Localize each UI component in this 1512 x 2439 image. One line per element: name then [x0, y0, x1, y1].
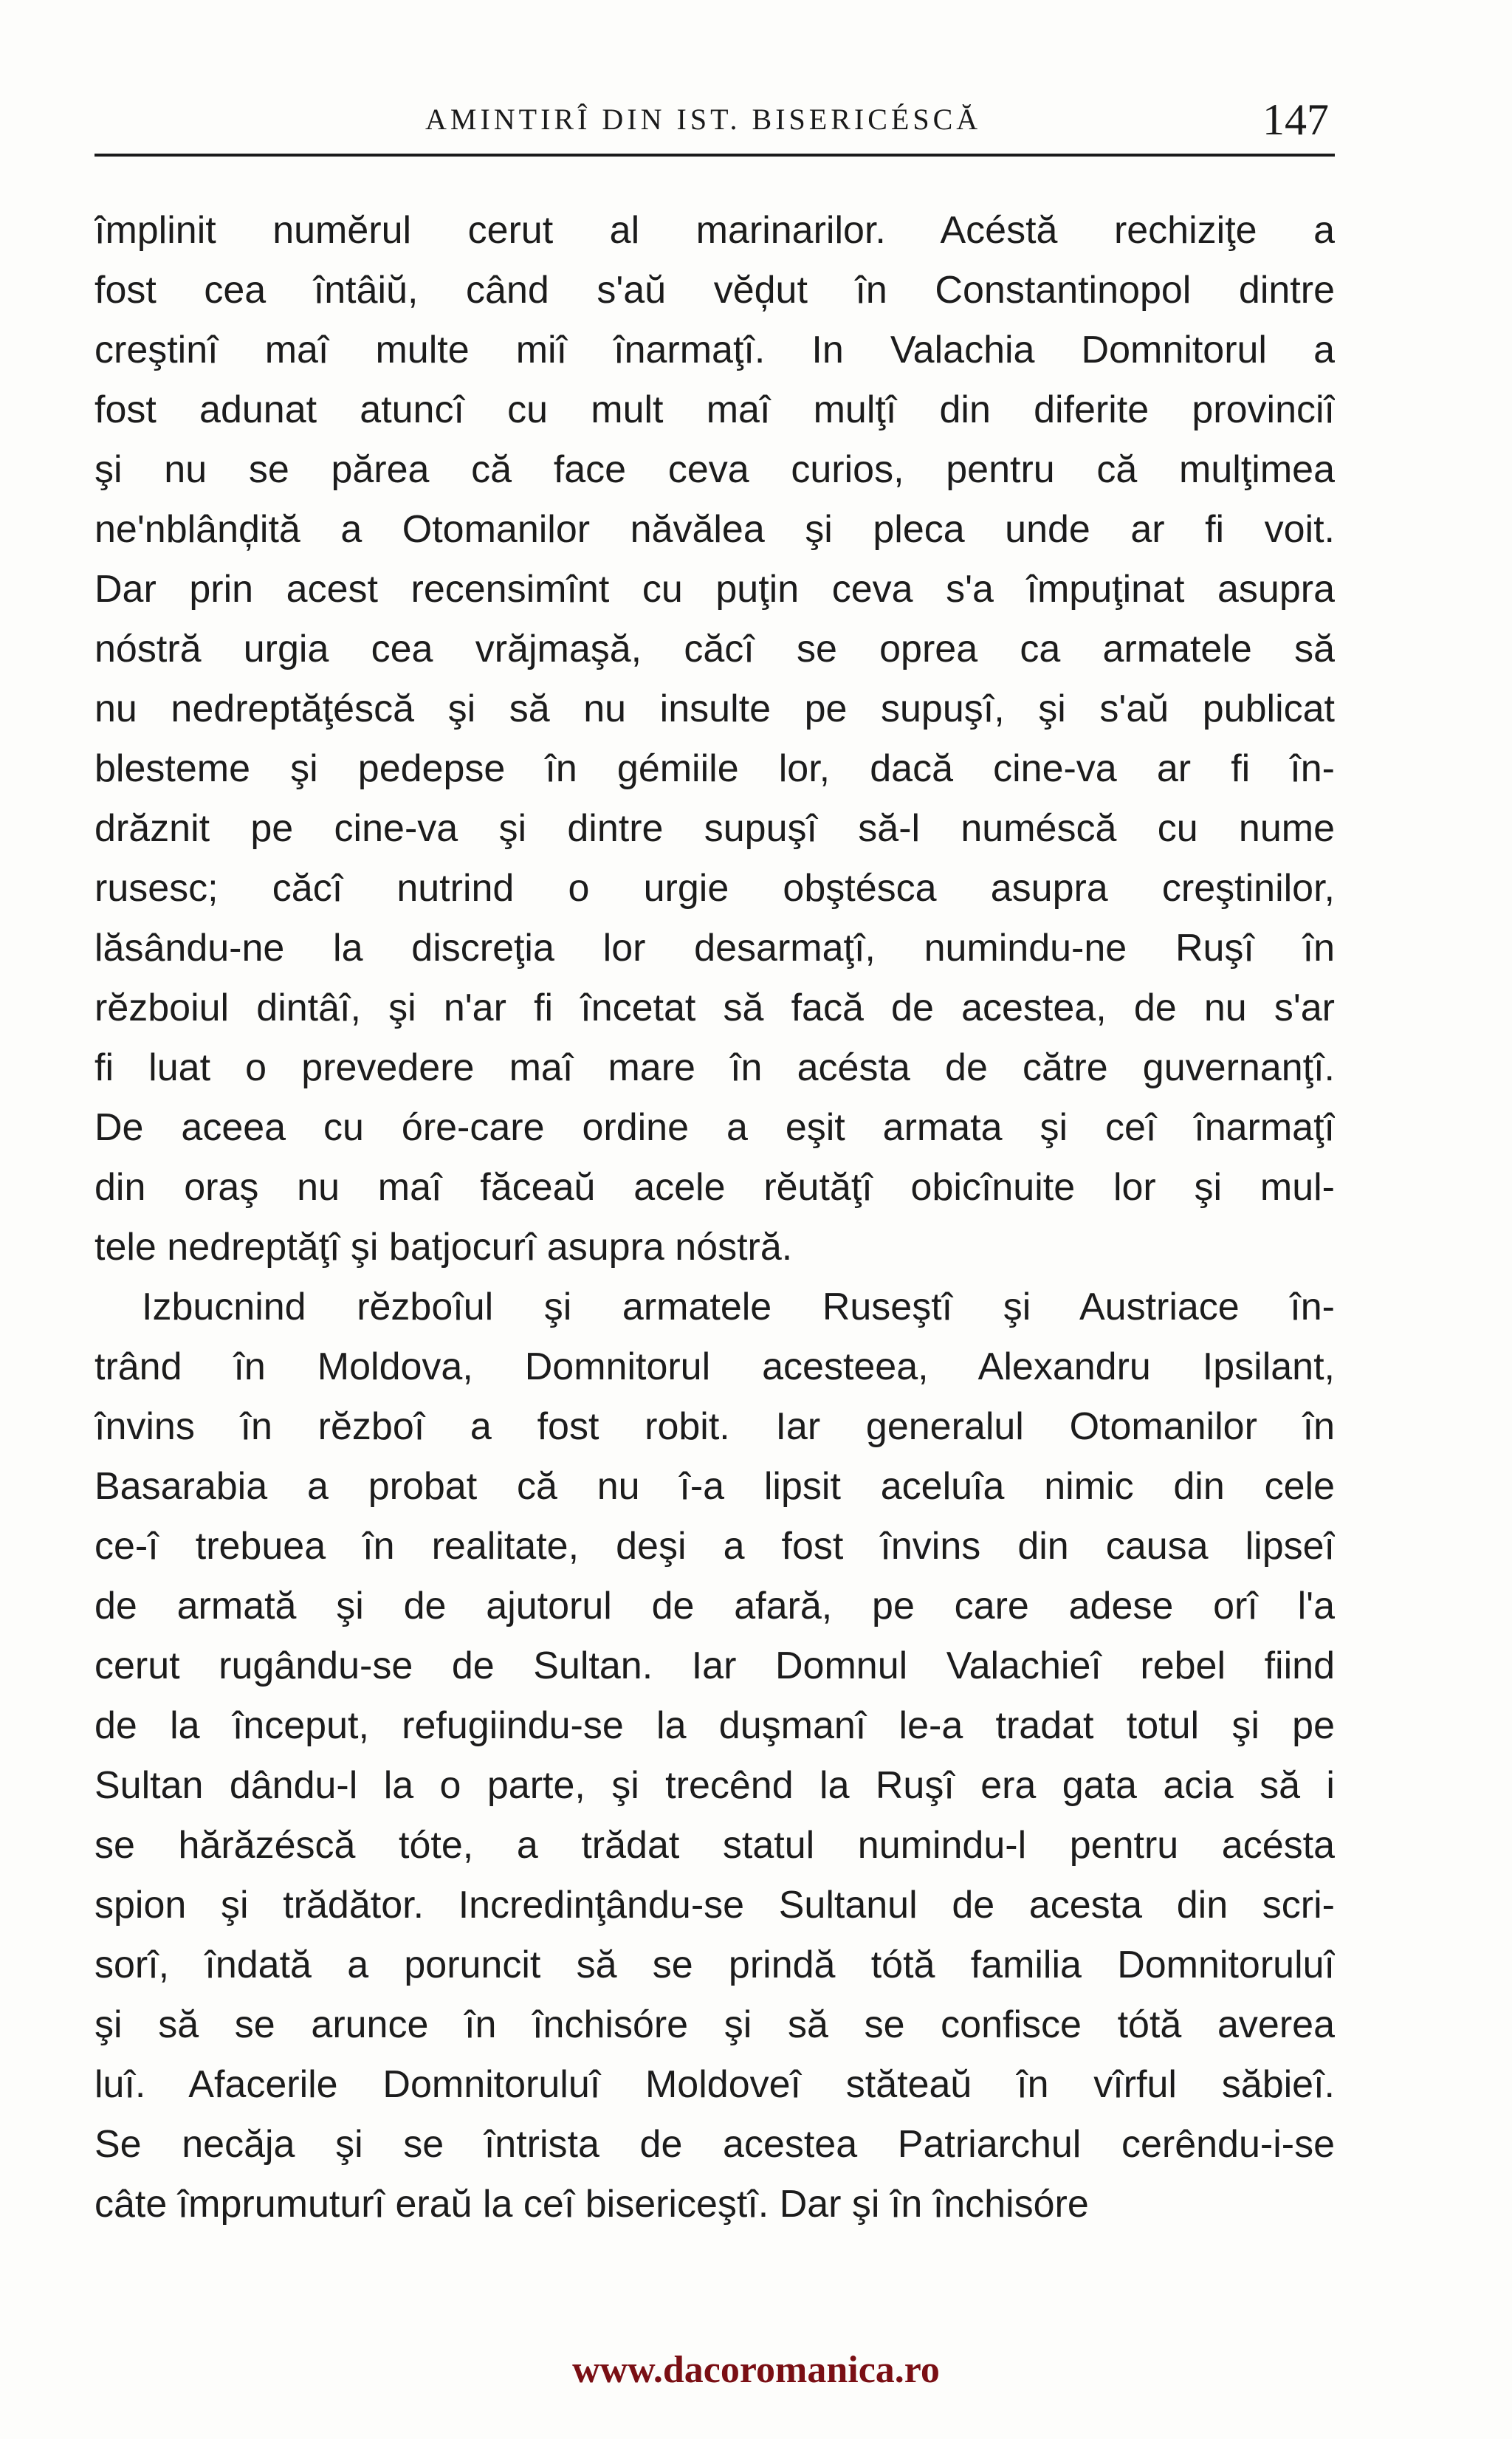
- text-line: de la început, refugiindu-se la duşmanî le-a tradat totul şi pe: [94, 1704, 1335, 1747]
- text-line: nóstră urgia cea vrăjmaşă, căcî se oprea ca armatele să: [94, 628, 1335, 670]
- page-number: 147: [1262, 95, 1329, 144]
- text-line: spion şi trădător. Incredinţându-se Sultanul de acesta din scri-: [94, 1884, 1335, 1927]
- text-line: nu nedreptăţéscă şi să nu insulte pe supuşî, şi s'aŭ publicat: [94, 687, 1335, 730]
- paragraph: [94, 1277, 1335, 2234]
- body-text: [94, 201, 1335, 2234]
- text-line: din oraş nu maî făceaŭ acele rĕutăţî obicînuite lor şi mul-: [94, 1166, 1335, 1209]
- text-line: drăznit pe cine-va şi dintre supuşî să-l numéscă cu nume: [94, 807, 1335, 850]
- running-title: AMINTIRÎ DIN IST. BISERICÉSCĂ: [425, 103, 982, 136]
- text-line: fi luat o prevedere maî mare în acésta de către guvernanţî.: [94, 1046, 1335, 1089]
- running-head: [94, 95, 1335, 154]
- text-line: de armată şi de ajutorul de afară, pe care adese orî l'a: [94, 1585, 1335, 1627]
- text-line: luî. Afacerile Domnitoruluî Moldoveî stăteaŭ în vîrful săbieî.: [94, 2063, 1335, 2106]
- paragraph: [94, 201, 1335, 1277]
- text-line: fost cea întâiŭ, când s'aŭ vĕḑut în Constantinopol dintre: [94, 269, 1335, 312]
- text-line: cerut rugându-se de Sultan. Iar Domnul Valachieî rebel fiind: [94, 1644, 1335, 1687]
- text-line: sorî, îndată a poruncit să se prindă tótă familia Domnitoruluî: [94, 1944, 1335, 1986]
- text-line: De aceea cu óre-care ordine a eşit armata şi ceî înarmaţî: [94, 1106, 1335, 1149]
- text-line: câte împrumuturî eraŭ la ceî bisericeştî. Dar şi în închisóre: [94, 2183, 1089, 2226]
- text-line: trând în Moldova, Domnitorul acesteea, Alexandru Ipsilant,: [94, 1345, 1335, 1388]
- text-line: şi să se arunce în închisóre şi să se confisce tótă averea: [94, 2003, 1335, 2046]
- text-line: ne'nblânḑită a Otomanilor năvălea şi pleca unde ar fi voit.: [94, 508, 1335, 551]
- text-line: împlinit numĕrul cerut al marinarilor. Acéstă rechiziţe a: [94, 209, 1335, 252]
- text-line: Basarabia a probat că nu î-a lipsit aceluîa nimic din cele: [94, 1465, 1335, 1508]
- text-line: lăsându-ne la discreţia lor desarmaţî, numindu-ne Ruşî în: [94, 927, 1335, 970]
- footer-url: www.dacoromanica.ro: [572, 2349, 940, 2391]
- text-line: fost adunat atuncî cu mult maî mulţî din diferite provinciî: [94, 388, 1335, 431]
- text-line: Se necăja şi se întrista de acestea Patriarchul cerêndu-i-se: [94, 2123, 1335, 2166]
- text-line: ce-î trebuea în realitate, deşi a fost învins din causa lipseî: [94, 1525, 1335, 1568]
- text-line: creştinî maî multe miî înarmaţî. In Valachia Domnitorul a: [94, 329, 1335, 371]
- text-line: Dar prin acest recensimînt cu puţin ceva s'a împuţinat asupra: [94, 568, 1335, 611]
- text-line: şi nu se părea că face ceva curios, pentru că mulţimea: [94, 448, 1335, 491]
- text-line: rĕzboiul dintâî, şi n'ar fi încetat să facă de acestea, de nu s'ar: [94, 987, 1335, 1029]
- text-line: tele nedreptăţî şi batjocurî asupra nóstră.: [94, 1226, 793, 1269]
- text-line: Izbucnind rĕzboîul şi armatele Ruseştî şi Austriace în-: [142, 1286, 1335, 1328]
- header-rule: [94, 154, 1335, 157]
- text-line: se hărăzéscă tóte, a trădat statul numindu-l pentru acésta: [94, 1824, 1335, 1867]
- text-line: rusesc; căcî nutrind o urgie obştésca asupra creştinilor,: [94, 867, 1335, 910]
- text-line: învins în rĕzboî a fost robit. Iar generalul Otomanilor în: [94, 1405, 1335, 1448]
- text-line: Sultan dându-l la o parte, şi trecênd la Ruşî era gata acia să i: [94, 1764, 1335, 1807]
- text-line: blesteme şi pedepse în gémiile lor, dacă cine-va ar fi în-: [94, 747, 1335, 790]
